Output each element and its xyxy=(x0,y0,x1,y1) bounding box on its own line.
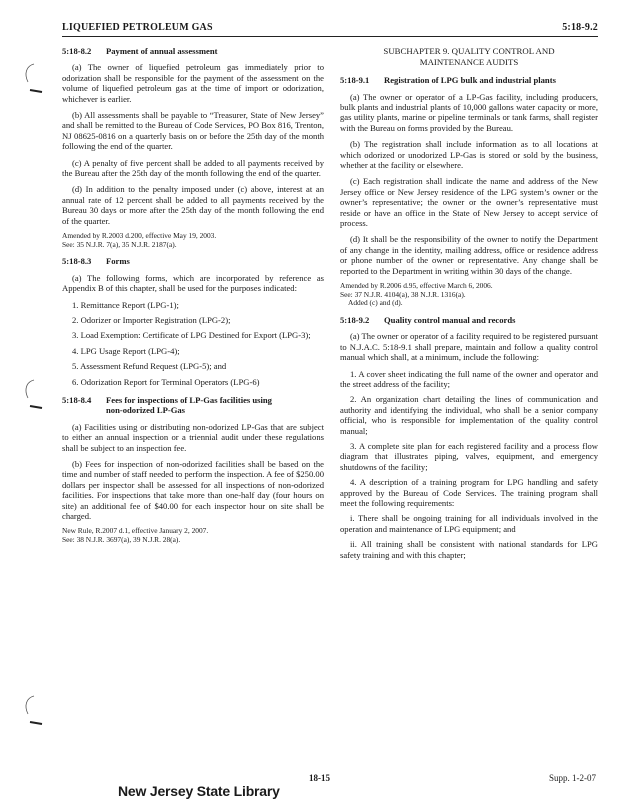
list-item: 2. Odorizer or Importer Registration (LPG-2); xyxy=(72,314,231,325)
note-line: See: 38 N.J.R. 3697(a), 39 N.J.R. 28(a). xyxy=(62,535,181,544)
history-note xyxy=(340,282,598,308)
punch-hole-icon xyxy=(22,692,44,726)
paragraph: (a) The owner of liquefied petroleum gas immediately prior to odorization shall be responsible for the payment of the assessment on the volume of liquefied petroleum gas at the time of import or odorization, whichever is earlier. xyxy=(62,62,324,104)
history-note xyxy=(62,527,324,544)
header-section: 5:18-9.2 xyxy=(562,22,598,33)
list-item: 2. An organization chart detailing the lines of communication and authority and identifying the individual, who shall be a senior company official, who is responsible for implementation of the quality control manual; xyxy=(340,394,598,436)
punch-hole-icon xyxy=(22,376,44,410)
note-line: Amended by R.2003 d.200, effective May 19, 2003. xyxy=(62,231,217,241)
left-column xyxy=(62,46,324,552)
library-stamp: New Jersey State Library xyxy=(118,783,280,799)
header-title: LIQUEFIED PETROLEUM GAS xyxy=(62,22,213,33)
history-note xyxy=(62,232,324,249)
paragraph: (d) In addition to the penalty imposed under (c) above, interest at an annual rate of 12 percent shall be added to all payments received by the Bureau 30 days or more after the 25th day of the month following the end of the quarter. xyxy=(62,184,324,226)
list-item: 6. Odorization Report for Terminal Operators (LPG-6) xyxy=(72,376,260,387)
paragraph: (d) It shall be the responsibility of the owner to notify the Department of any change in the identity, mailing address, office or residence address or phone number of the owner or representative. Any change shall be reported to the Department in writing within 30 days of the change. xyxy=(340,234,598,276)
section-title-line: non-odorized LP-Gas xyxy=(106,405,186,416)
section-heading xyxy=(340,75,598,85)
section-title xyxy=(106,395,272,416)
supplement-date: Supp. 1-2-07 xyxy=(549,773,596,783)
note-line: See: 35 N.J.R. 7(a), 35 N.J.R. 2187(a). xyxy=(62,239,177,249)
list-item: 3. A complete site plan for each registered facility and a process flow diagram that illustrates piping, valves, equipment, and emergency shutdowns of the facility; xyxy=(340,440,598,472)
section-title: Quality control manual and records xyxy=(384,314,516,325)
subchapter-line: MAINTENANCE AUDITS xyxy=(419,56,519,67)
section-title: Forms xyxy=(106,256,130,267)
right-column xyxy=(340,46,598,565)
paragraph: (a) Facilities using or distributing non-odorized LP-Gas that are subject to either an annual inspection or a triennial audit under these regulations shall be subject to an inspection fee. xyxy=(62,421,324,453)
section-heading xyxy=(62,46,324,56)
paragraph: (c) A penalty of five percent shall be added to all payments received by the Bureau after the 25th day of the month following the end of the quarter. xyxy=(62,157,324,179)
list-item: 1. Remittance Report (LPG-1); xyxy=(72,299,179,310)
section-number: 5:18-8.3 xyxy=(62,256,92,267)
list-item: 5. Assessment Refund Request (LPG-5); and xyxy=(72,361,227,372)
paragraph: (b) All assessments shall be payable to “Treasurer, State of New Jersey” and shall be remitted to the Bureau of Code Services, PO Box 816, Trenton, NJ 08625-0816 on a quarterly basis on or before the 25th day of the month following the end of the quarter. xyxy=(62,110,324,152)
paragraph: (a) The owner or operator of a LP-Gas facility, including producers, bulk plants and industrial plants of 10,000 gallons water capacity or more, gas utility plants, marine or pipeline terminals or tank farms, shall register with the Bureau on forms provided by the Bureau. xyxy=(340,91,598,133)
paragraph: (c) Each registration shall indicate the name and address of the New Jersey office or New Jersey residence of the LPG system’s owner or the owner’s representative; the owner or the owner’s representative must reside or have an office in the State of New Jersey to accept service of process. xyxy=(340,176,598,229)
list-item: 1. A cover sheet indicating the full name of the owner and operator and the street address of the facility; xyxy=(340,368,598,389)
note-line: Added (c) and (d). xyxy=(348,298,403,308)
note-line: See: 37 N.J.R. 4104(a), 38 N.J.R. 1316(a). xyxy=(340,289,466,299)
sub-list-item: ii. All training shall be consistent with national standards for LPG safety training and with this chapter; xyxy=(340,539,598,560)
section-title-line: Fees for inspections of LP-Gas facilities using xyxy=(106,394,272,405)
section-title: Registration of LPG bulk and industrial plants xyxy=(384,75,556,86)
paragraph: (b) The registration shall include information as to all locations at which odorized or unodorized LP-Gas is stored or sold by the business, whether at the facility or elsewhere. xyxy=(340,139,598,171)
section-number: 5:18-8.2 xyxy=(62,46,92,56)
section-number: 5:18-8.4 xyxy=(62,394,92,405)
list-item: 4. A description of a training program for LPG handling and safety approved by the Bureau of Code Services. The training program shall meet the following requirements: xyxy=(340,477,598,508)
note-line: New Rule, R.2007 d.1, effective January 2, 2007. xyxy=(62,526,209,536)
section-heading xyxy=(62,256,324,266)
note-line: Amended by R.2006 d.95, effective March 6, 2006. xyxy=(340,281,493,291)
page-number: 18-15 xyxy=(309,773,330,783)
list-item: 3. Load Exemption: Certificate of LPG Destined for Export (LPG-3); xyxy=(72,330,311,341)
paragraph: (a) The owner or operator of a facility required to be registered pursuant to N.J.A.C. 5:18-9.1 shall prepare, maintain and follow a quality control manual which shall, at a minimum, include the following: xyxy=(340,331,599,363)
section-heading xyxy=(62,395,324,416)
running-header xyxy=(62,22,598,33)
sub-list-item: i. There shall be ongoing training for all individuals involved in the operation and maintenance of LPG equipment; and xyxy=(340,513,598,534)
header-rule xyxy=(62,36,598,37)
subchapter-line: SUBCHAPTER 9. QUALITY CONTROL AND xyxy=(383,46,555,56)
section-heading xyxy=(340,315,598,325)
section-number: 5:18-9.2 xyxy=(340,314,370,325)
subchapter-heading xyxy=(340,46,598,67)
list-item: 4. LPG Usage Report (LPG-4); xyxy=(72,345,180,356)
paragraph: (b) Fees for inspection of non-odorized facilities shall be based on the time and number of staff needed to perform the inspection. A fee of $250.00 dollars per inspector shall be assessed for all inspections of non-odorized facilities. For inspections that take more than one-half day (four hours on site) an additional fee of $40.00 for each inspector hour on site shall be charged. xyxy=(62,458,324,521)
section-title: Payment of annual assessment xyxy=(106,46,218,56)
paragraph: (a) The following forms, which are incorporated by reference as Appendix B of this chapter, shall be used for the purposes indicated: xyxy=(62,272,324,294)
section-number: 5:18-9.1 xyxy=(340,75,370,86)
punch-hole-icon xyxy=(22,60,44,94)
